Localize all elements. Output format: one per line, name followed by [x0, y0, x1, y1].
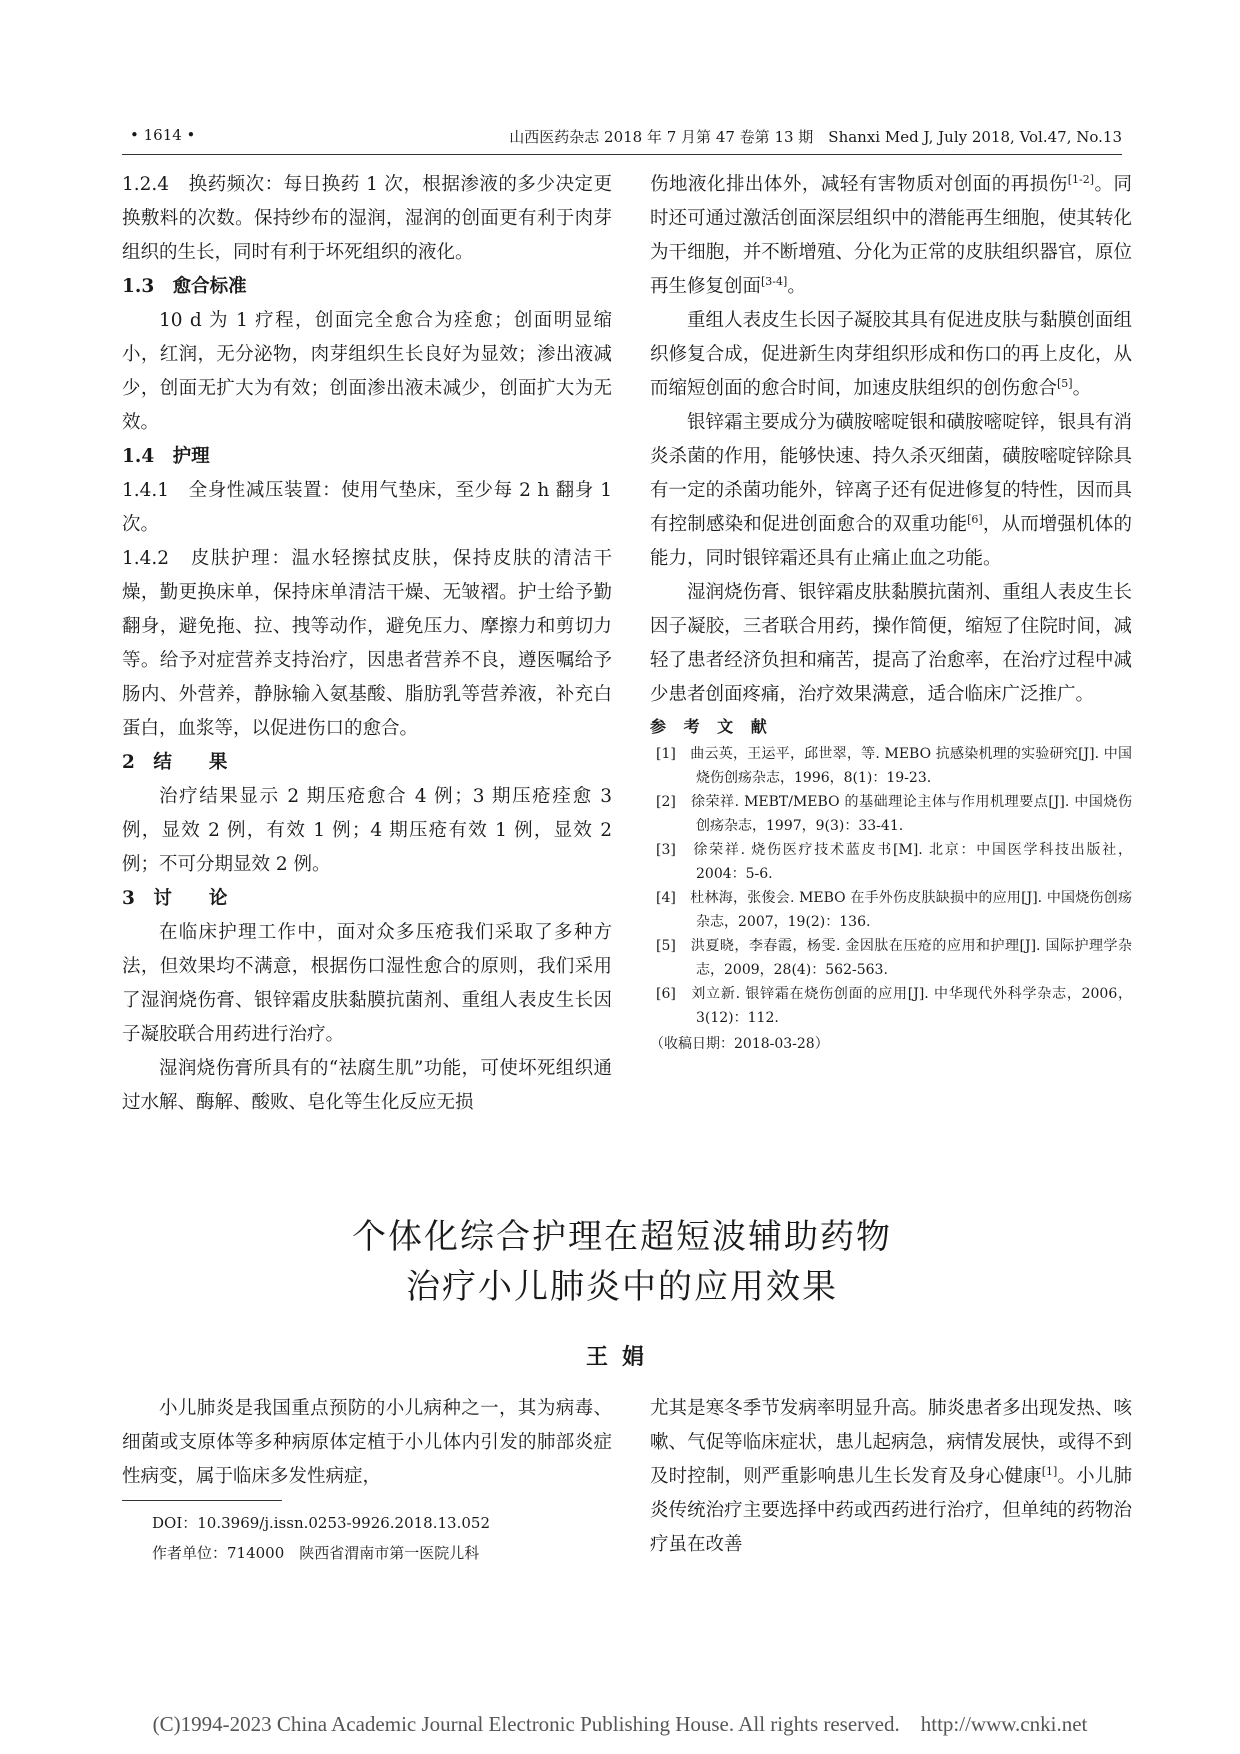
footnote-divider [122, 1500, 282, 1501]
para-results: 治疗结果显示 2 期压疮愈合 4 例；3 期压疮痊愈 3 例，显效 2 例，有效 1 例；4 期压疮有效 1 例，显效 2 例；不可分期显效 2 例。 [122, 786, 612, 875]
para-continuation: 伤地液化排出体外，减轻有害物质对创面的再损伤[1-2]。同时还可通过激活创面深层组织中的潜能再生细胞，使其转化为干细胞，并不断增殖、分化为正常的皮肤组织器官，原位再生修复创面[3-4]。 [650, 172, 1132, 297]
footnote [152, 1508, 490, 1568]
article-intro-para: 小儿肺炎是我国重点预防的小儿病种之一，其为病毒、细菌或支原体等多种病原体定植于小儿体内引发的肺部炎症性病变，属于临床多发性病症， [122, 1398, 612, 1487]
citation-ref: [6] [967, 512, 983, 526]
references-heading: 参 考 文 献 [650, 717, 773, 736]
citation-ref: [1] [1041, 1464, 1058, 1478]
reference-item: [3] 徐荣祥. 烧伤医疗技术蓝皮书[M]. 北京：中国医学科技出版社，2004：5-6. [656, 842, 1132, 882]
heading-1-3: 1.3 愈合标准 [122, 276, 247, 297]
article-title [122, 1212, 1122, 1312]
doi: DOI：10.3969/j.issn.0253-9926.2018.13.052 [152, 1514, 490, 1532]
reference-item: [6] 刘立新. 银锌霜在烧伤创面的应用[J]. 中华现代外科学杂志，2006，3(12)：112. [656, 986, 1132, 1026]
author-affiliation: 作者单位：714000 陕西省渭南市第一医院儿科 [152, 1544, 480, 1562]
heading-results: 2 结 果 [122, 752, 228, 773]
heading-discussion: 3 讨 论 [122, 888, 228, 909]
reference-item: [2] 徐荣祥. MEBT/MEBO 的基础理论主体与作用机理要点[J]. 中国烧伤创疡杂志，1997，9(3)：33-41. [656, 794, 1132, 834]
page-number: • 1614 • [130, 126, 196, 144]
para-1-4-2: 1.4.2 皮肤护理：温水轻擦拭皮肤，保持皮肤的清洁干燥，勤更换床单，保持床单清洁干燥、无皱褶。护士给予勤翻身，避免拖、拉、拽等动作，避免压力、摩擦力和剪切力等。给予对症营养支持治疗，因患者营养不良，遵医嘱给予肠内、外营养，静脉输入氨基酸、脂肪乳等营养液，补充白蛋白，血浆等，以促进伤口的愈合。 [122, 548, 612, 739]
author-name: 王娟 [585, 1344, 658, 1370]
para-discussion-1: 在临床护理工作中，面对众多压疮我们采取了多种方法，但效果均不满意，根据伤口湿性愈合的原则，我们采用了湿润烧伤膏、银锌霜皮肤黏膜抗菌剂、重组人表皮生长因子凝胶联合用药进行治疗。 [122, 922, 612, 1045]
para-silver-zinc: 银锌霜主要成分为磺胺嘧啶银和磺胺嘧啶锌，银具有消炎杀菌的作用，能够快速、持久杀灭细菌，磺胺嘧啶锌除具有一定的杀菌功能外，锌离子还有促进修复的特性，因而具有控制感染和促进创面愈合的双重功能[6]，从而增强机体的能力，同时银锌霜还具有止痛止血之功能。 [650, 412, 1132, 569]
para-conclusion: 湿润烧伤膏、银锌霜皮肤黏膜抗菌剂、重组人表皮生长因子凝胶，三者联合用药，操作简便，缩短了住院时间，减轻了患者经济负担和痛苦，提高了治愈率，在治疗过程中减少患者创面疼痛，治疗效果满意，适合临床广泛推广。 [650, 582, 1132, 705]
para-healing-criteria: 10 d 为 1 疗程，创面完全愈合为痊愈；创面明显缩小，红润，无分泌物，肉芽组织生长良好为显效；渗出液减少，创面无扩大为有效；创面渗出液未减少，创面扩大为无效。 [122, 310, 612, 433]
running-header [122, 122, 1122, 155]
reference-item: [1] 曲云英，王运平，邱世翠，等. MEBO 抗感染机理的实验研究[J]. 中国烧伤创疡杂志，1996，8(1)：19-23. [656, 746, 1132, 786]
title-line-2: 治疗小儿肺炎中的应用效果 [406, 1267, 838, 1307]
title-line-1: 个体化综合护理在超短波辅助药物 [352, 1217, 892, 1257]
article-intro-continuation: 尤其是寒冬季节发病率明显升高。肺炎患者多出现发热、咳嗽、气促等临床症状，患儿起病急，病情发展快，或得不到及时控制，则严重影响患儿生长发育及身心健康[1]。小儿肺炎传统治疗主要选择中药或西药进行治疗，但单纯的药物治疗虽在改善 [650, 1398, 1132, 1555]
citation-ref: [3-4] [761, 274, 788, 288]
right-column [650, 168, 1132, 1058]
left-column [122, 168, 612, 1120]
para-discussion-2: 湿润烧伤膏所具有的“祛腐生肌”功能，可使坏死组织通过水解、酶解、酸败、皂化等生化反应无损 [122, 1058, 612, 1113]
para-1-4-1: 1.4.1 全身性减压装置：使用气垫床，至少每 2 h 翻身 1 次。 [122, 480, 612, 535]
article-right-column [650, 1392, 1132, 1562]
journal-citation: 山西医药杂志 2018 年 7 月第 47 卷第 13 期 Shanxi Med J, July 2018, Vol.47, No.13 [509, 128, 1122, 146]
copyright-watermark: (C)1994-2023 China Academic Journal Electronic Publishing House. All rights reserved. http://www.cnki.net [152, 1712, 1088, 1736]
received-date: （收稿日期：2018-03-28） [650, 1036, 829, 1052]
reference-item: [5] 洪夏晓，李春霞，杨雯. 金因肽在压疮的应用和护理[J]. 国际护理学杂志，2009，28(4)：562-563. [656, 938, 1132, 978]
para-egf: 重组人表皮生长因子凝胶其具有促进皮肤与黏膜创面组织修复合成，促进新生肉芽组织形成和伤口的再上皮化，从而缩短创面的愈合时间，加速皮肤组织的创伤愈合[5]。 [650, 310, 1132, 399]
reference-item: [4] 杜林海，张俊会. MEBO 在手外伤皮肤缺损中的应用[J]. 中国烧伤创疡杂志，2007，19(2)：136. [656, 890, 1132, 930]
citation-ref: [1-2] [1067, 172, 1094, 186]
heading-1-4: 1.4 护理 [122, 446, 210, 467]
para-1-2-4: 1.2.4 换药频次：每日换药 1 次，根据渗液的多少决定更换敷料的次数。保持纱布的湿润，湿润的创面更有利于肉芽组织的生长，同时有利于坏死组织的液化。 [122, 174, 612, 263]
article-left-column [122, 1392, 612, 1494]
citation-ref: [5] [1057, 376, 1073, 390]
